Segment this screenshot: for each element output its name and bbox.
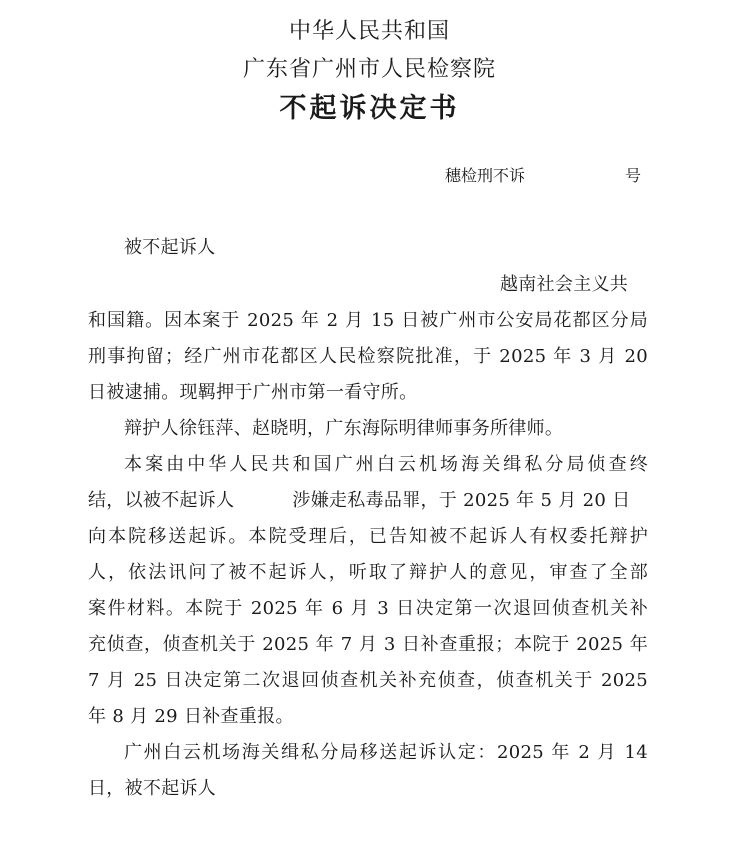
body-line-defense-counsel: 辩护人徐钰萍、赵晓明，广东海际明律师事务所律师。 [124, 418, 564, 439]
document-number-prefix: 穗检刑不诉 [445, 166, 526, 185]
body-line: 向本院移送起诉。本院受理后，已告知被不起诉人有权委托辩护 [88, 526, 648, 547]
document-number-suffix: 号 [625, 166, 642, 185]
body-line: 日被逮捕。现羁押于广州市第一看守所。 [88, 382, 418, 403]
document-title: 不起诉决定书 [279, 93, 460, 124]
body-line: 和国籍。因本案于 2025 年 2 月 15 日被广州市公安局花都区分局 [88, 310, 648, 331]
body-line: 年 8 月 29 日补查重报。 [88, 706, 294, 727]
issuer-name: 广东省广州市人民检察院 [242, 57, 496, 82]
body-line-part: 涉嫌走私毒品罪，于 2025 年 5 月 20 日 [292, 490, 631, 511]
body-line: 充侦查，侦查机关于 2025 年 7 月 3 日补查重报；本院于 2025 年 [88, 634, 648, 655]
body-line: 本案由中华人民共和国广州白云机场海关缉私分局侦查终 [124, 454, 648, 475]
body-line: 日，被不起诉人 [88, 778, 217, 799]
body-line: 广州白云机场海关缉私分局移送起诉认定：2025 年 2 月 14 [124, 742, 648, 763]
body-line-part: 结，以被不起诉人 [88, 490, 235, 511]
body-line-charge [88, 489, 648, 513]
body-line: 7 月 25 日决定第二次退回侦查机关补充侦查，侦查机关于 2025 [88, 670, 648, 691]
body-line: 案件材料。本院于 2025 年 6 月 3 日决定第一次退回侦查机关补 [88, 598, 648, 619]
issuer-country: 中华人民共和国 [288, 19, 450, 44]
body-line: 刑事拘留；经广州市花都区人民检察院批准，于 2025 年 3 月 20 [88, 346, 648, 367]
body-line: 人，依法讯问了被不起诉人，听取了辩护人的意见，审查了全部 [88, 562, 648, 583]
body-line-nationality: 越南社会主义共 [500, 274, 629, 295]
body-line-defendant-label: 被不起诉人 [124, 237, 216, 258]
